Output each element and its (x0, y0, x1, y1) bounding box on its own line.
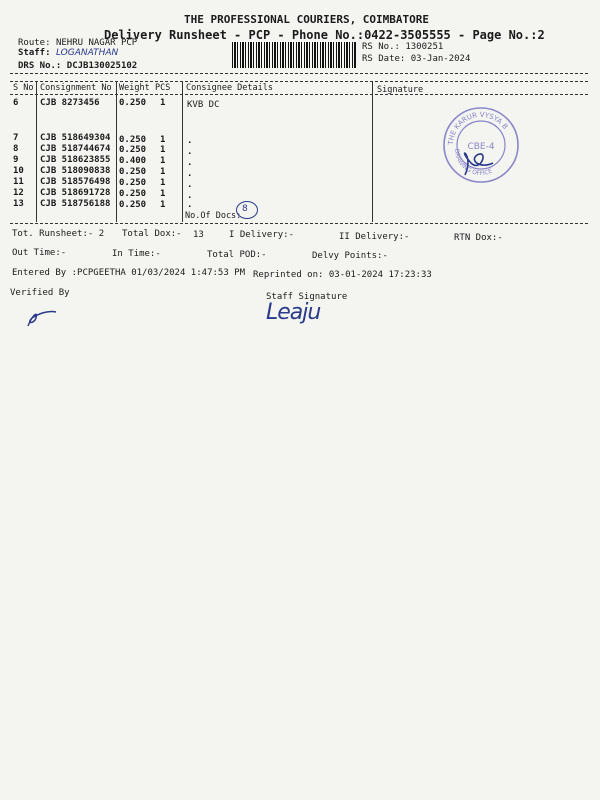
row-weight: 0.250 (119, 167, 147, 177)
header-consignment-no: Consignment No (40, 83, 112, 93)
route-label: Route: (18, 38, 51, 48)
no-of-docs-value: 8 (242, 204, 248, 214)
i-delivery: I Delivery:- (229, 230, 295, 240)
table-bottom-rule (10, 223, 588, 224)
in-time: In Time:- (112, 249, 161, 259)
entered-by: Entered By :PCPGEETHA 01/03/2024 1:47:53 PM (12, 268, 245, 278)
stamp-center-text: CBE-4 (467, 142, 495, 152)
column-divider (36, 82, 37, 222)
row-sno: 9 (13, 155, 19, 165)
row-sno: 11 (13, 177, 24, 187)
staff-line (18, 48, 118, 58)
row-consignee: . (187, 200, 193, 210)
barcode (232, 42, 356, 68)
staff-signature-label: Staff Signature (266, 292, 348, 302)
route-line (18, 38, 137, 48)
rs-date: RS Date: 03-Jan-2024 (362, 54, 471, 64)
row-pcs: 1 (160, 189, 166, 199)
row-weight: 0.250 (119, 200, 147, 210)
no-of-docs-label: No.Of Docs: (185, 211, 242, 221)
drs-label: DRS No.: (18, 61, 62, 71)
stamp-top-text: THE KARUR VYSYA B (446, 110, 510, 146)
row-consignee: . (187, 136, 193, 146)
tot-runsheet: Tot. Runsheet:- 2 (12, 229, 105, 239)
row-weight: 0.250 (119, 189, 147, 199)
company-name: THE PROFESSIONAL COURIERS, COIMBATORE (184, 13, 430, 26)
row-consignment-no: CJB 518576498 (40, 177, 111, 187)
row-weight: 0.250 (119, 98, 147, 108)
stamp-bottom-text: DRAWING OFFICE (452, 148, 494, 178)
row-pcs: 1 (160, 135, 166, 145)
row-consignment-no: CJB 518649304 (40, 133, 111, 143)
row-consignee: . (187, 180, 193, 190)
row-sno: 7 (13, 133, 19, 143)
row-consignment-no: CJB 518691728 (40, 188, 111, 198)
drs-value: DCJB130025102 (66, 61, 138, 71)
row-pcs: 1 (160, 145, 166, 155)
row-weight: 0.250 (119, 135, 147, 145)
column-divider (182, 82, 183, 222)
table-header-rule (10, 94, 588, 95)
header-sno: S No (13, 83, 34, 93)
staff-signature: Leaju (266, 300, 321, 325)
row-sno: 8 (13, 144, 19, 154)
route-value: NEHRU NAGAR PCP (55, 38, 138, 48)
row-pcs: 1 (160, 98, 166, 108)
row-consignment-no: CJB 518756188 (40, 199, 111, 209)
row-sno: 12 (13, 188, 24, 198)
reprinted-on: Reprinted on: 03-01-2024 17:23:33 (253, 270, 432, 280)
header-weight: Weight (119, 83, 150, 93)
table-top-rule (10, 81, 588, 82)
rtn-dox: RTN Dox:- (454, 233, 503, 243)
row-weight: 0.250 (119, 178, 147, 188)
out-time: Out Time:- (12, 248, 67, 258)
header-consignee-details: Consignee Details (186, 83, 273, 93)
row-consignment-no: CJB 8273456 (40, 98, 100, 108)
svg-text:DRAWING OFFICE (453, 148, 494, 177)
row-sno: 10 (13, 166, 24, 176)
header-signature: Signature (377, 85, 424, 95)
row-weight: 0.400 (119, 156, 147, 166)
total-dox-label: Total Dox:- (122, 229, 182, 239)
verifier-initials-signature (22, 304, 62, 330)
column-divider (372, 82, 373, 222)
rs-number: RS No.: 1300251 (362, 42, 444, 52)
ii-delivery: II Delivery:- (339, 232, 410, 242)
row-sno: 13 (13, 199, 24, 209)
row-consignment-no: CJB 518090838 (40, 166, 111, 176)
svg-text:THE KARUR VYSYA B (447, 111, 510, 146)
row-consignee: . (187, 147, 193, 157)
row-consignment-no: CJB 518623855 (40, 155, 111, 165)
staff-handwritten-name: LOGANATHAN (55, 48, 119, 58)
total-dox-value: 13 (193, 230, 204, 240)
row-pcs: 1 (160, 200, 166, 210)
drs-line (18, 61, 137, 71)
row-pcs: 1 (160, 167, 166, 177)
total-pod: Total POD:- (207, 250, 267, 260)
runsheet-title: Delivery Runsheet - PCP - Phone No.:0422-3505555 - Page No.:2 (104, 28, 545, 42)
row-pcs: 1 (160, 156, 166, 166)
delvy-points: Delvy Points:- (312, 251, 388, 261)
bank-stamp-icon (441, 105, 521, 185)
row-pcs: 1 (160, 178, 166, 188)
row-consignee: . (187, 169, 193, 179)
row-consignment-no: CJB 518744674 (40, 144, 111, 154)
verified-by-label: Verified By (10, 288, 70, 298)
row-sno: 6 (13, 98, 19, 108)
column-divider (116, 82, 117, 222)
row-consignee: KVB DC (187, 100, 220, 110)
row-consignee: . (187, 191, 193, 201)
row-weight: 0.250 (119, 145, 147, 155)
row-consignee: . (187, 158, 193, 168)
staff-label: Staff: (18, 48, 51, 58)
header-pcs: PCS (155, 83, 171, 93)
header-divider (10, 73, 588, 74)
